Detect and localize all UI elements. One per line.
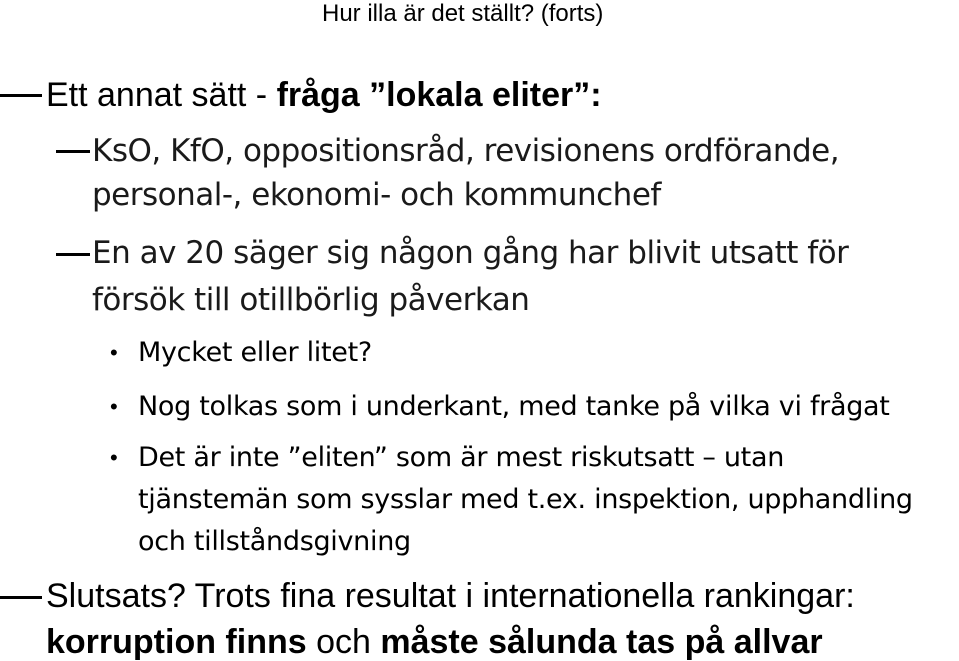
bullet-marker: • (110, 445, 118, 470)
item-line: En av 20 säger sig någon gång har blivit utsatt för (92, 235, 849, 271)
item-line: Slutsats? Trots fina resultat i internationella rankingar: (46, 577, 855, 615)
item-line: tjänstemän som sysslar med t.ex. inspektion, upphandling (138, 484, 913, 515)
bullet-marker: • (110, 394, 118, 419)
slide-title: Hur illa är det ställt? (forts) (322, 0, 604, 27)
dash-marker (0, 596, 42, 599)
dash-marker (0, 94, 42, 97)
item-line: KsO, KfO, oppositionsråd, revisionens ordförande, (92, 133, 840, 169)
item-conclusion (46, 625, 823, 659)
bullet-marker: • (110, 340, 118, 365)
item-line: och tillståndsgivning (138, 526, 411, 557)
item-line: Mycket eller litet? (138, 337, 372, 368)
item-line: personal-, ekonomi- och kommunchef (92, 177, 661, 213)
item-text: och (306, 623, 381, 661)
item-ett-annat-satt (46, 78, 602, 112)
item-text-bold: fråga ”lokala eliter”: (276, 76, 602, 114)
dash-marker (56, 150, 90, 153)
item-text-bold: måste sålunda tas på allvar (380, 623, 823, 661)
item-line: försök till otillbörlig påverkan (92, 282, 530, 318)
item-line: Nog tolkas som i underkant, med tanke på vilka vi frågat (138, 391, 890, 422)
item-line: Det är inte ”eliten” som är mest riskutsatt – utan (138, 442, 785, 473)
dash-marker (56, 253, 90, 256)
item-text-bold: korruption finns (46, 623, 307, 661)
item-text: Ett annat sätt - (46, 76, 277, 114)
